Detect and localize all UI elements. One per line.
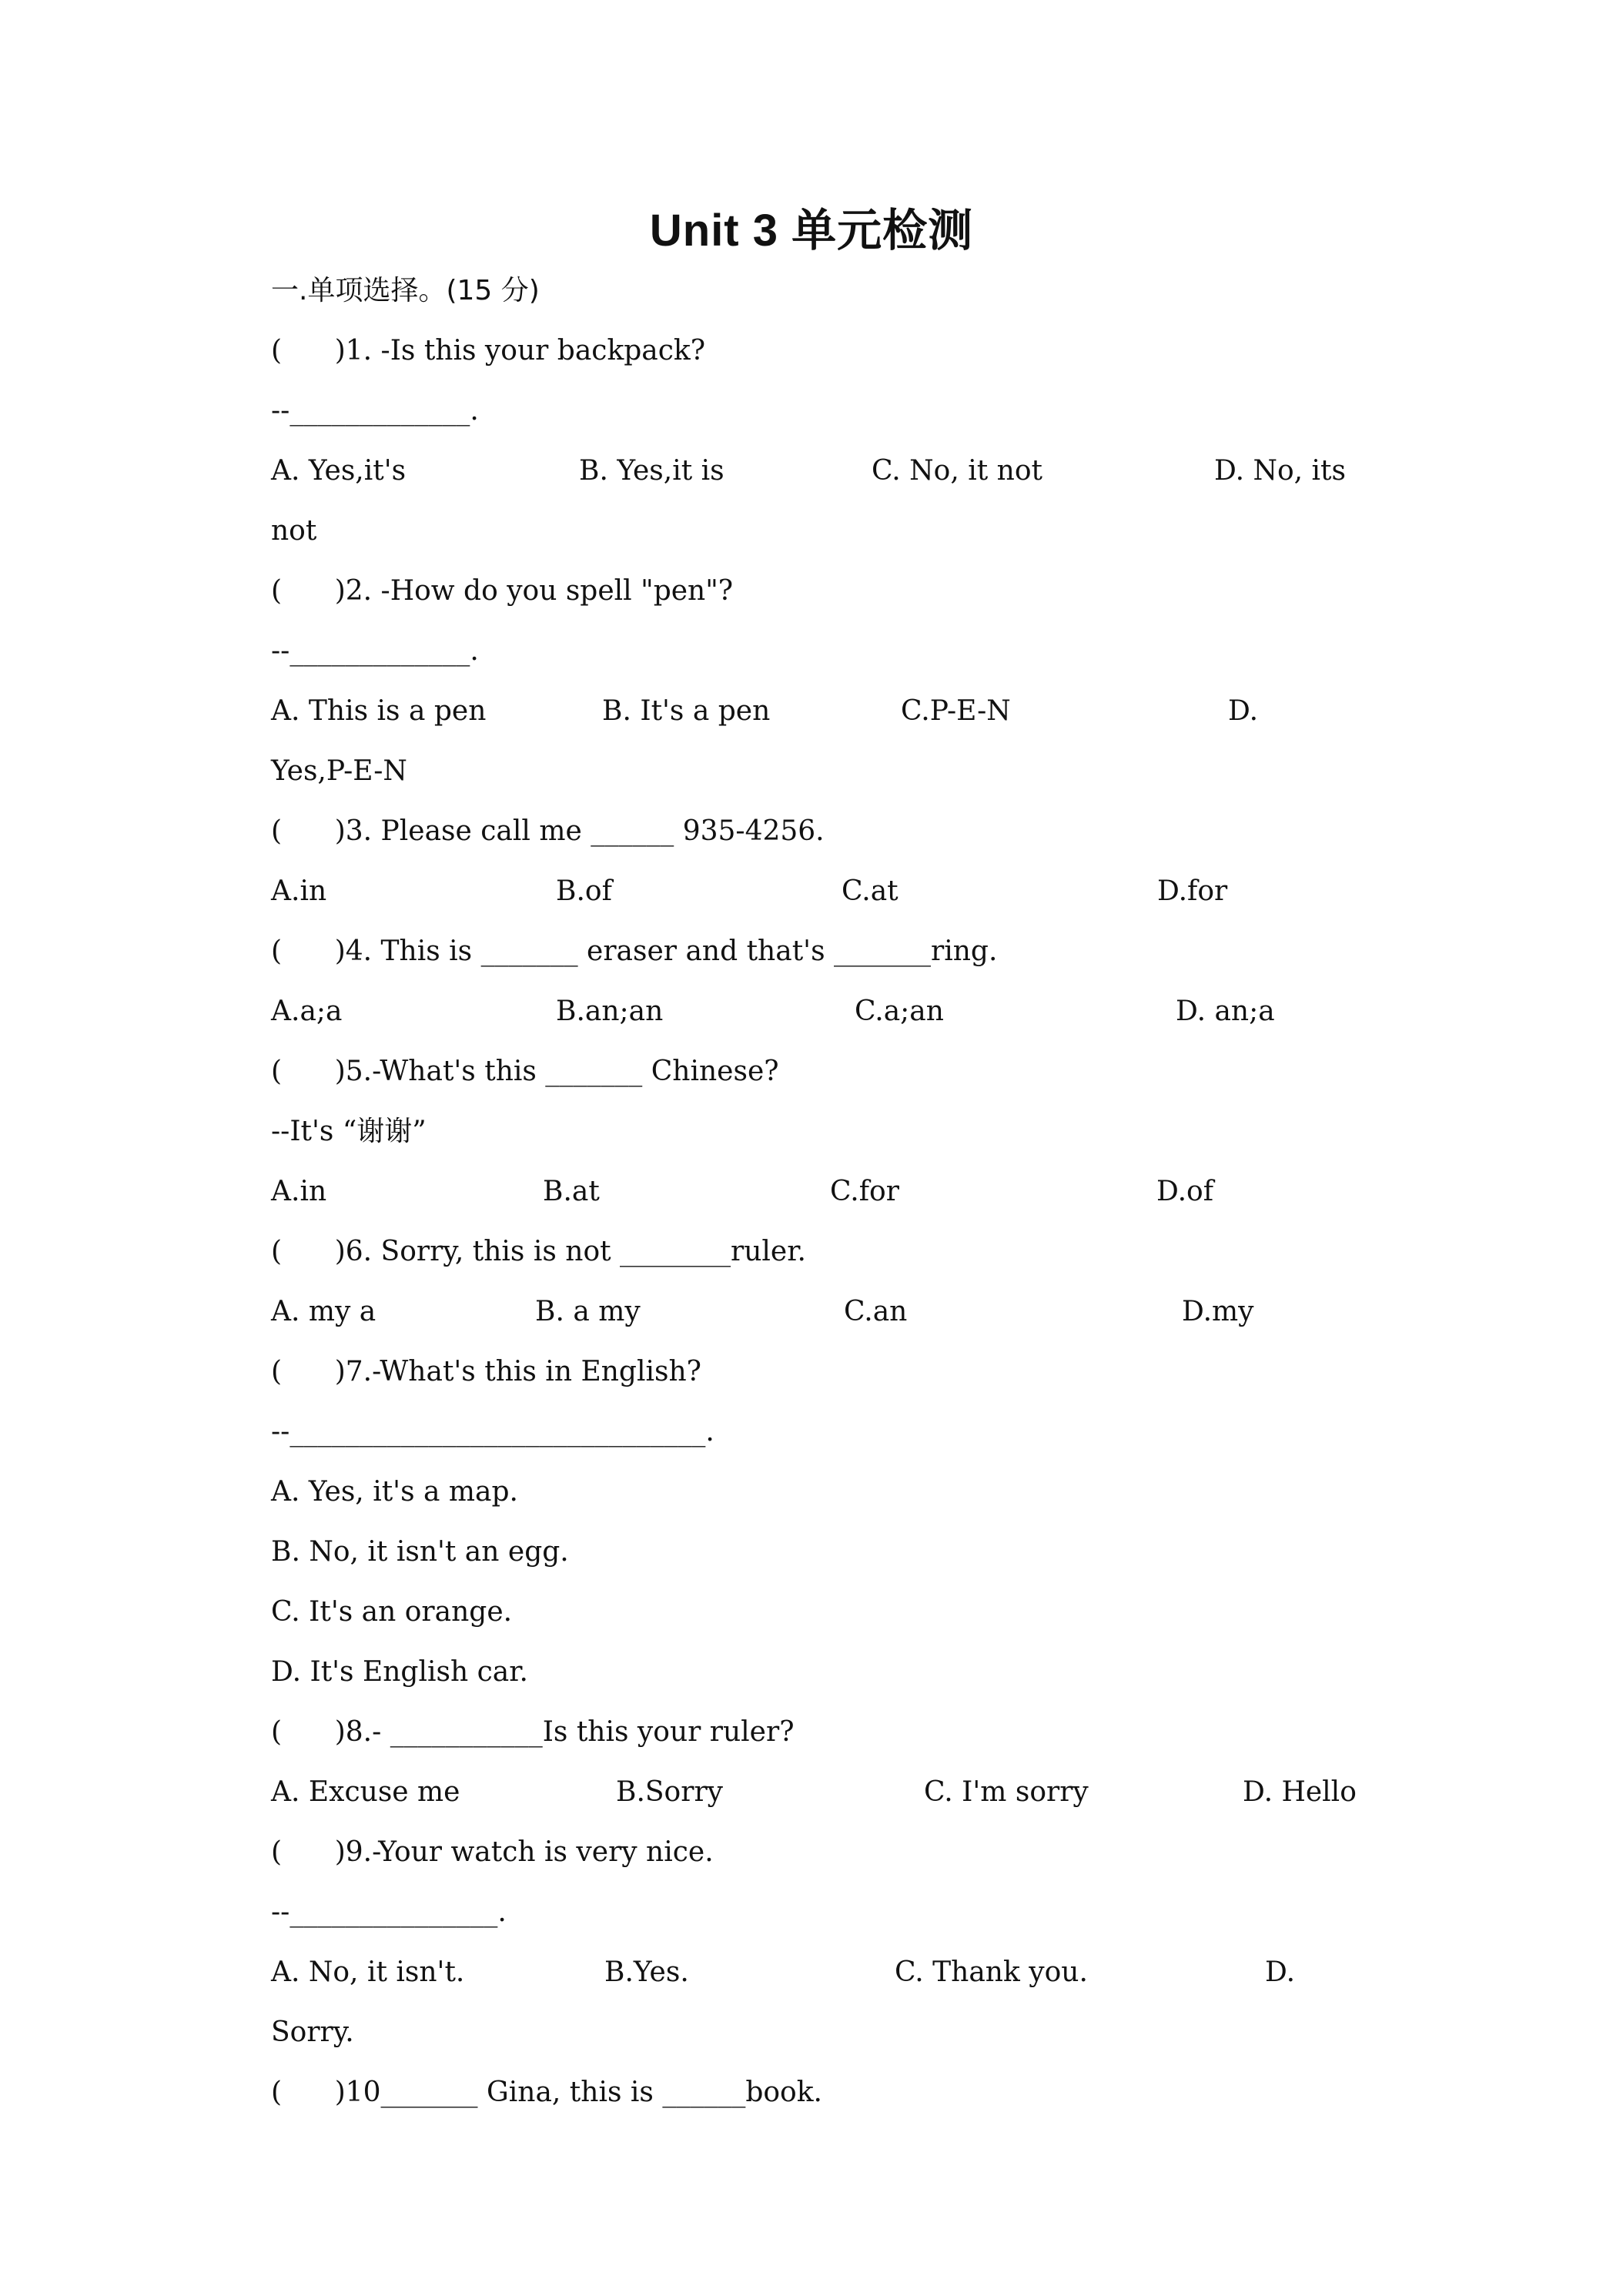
question-5-option-d: D.of [1156,1176,1214,1207]
question-3-option-b: B.of [556,875,612,907]
question-7-option-d: D. It's English car. [271,1656,528,1688]
question-1-option-b: B. Yes,it is [579,455,724,487]
question-9-option-c: C. Thank you. [895,1956,1088,1988]
question-2-stem: ( )2. -How do you spell "pen"? [271,575,734,607]
question-3-stem: ( )3. Please call me ______ 935-4256. [271,815,825,847]
question-7-blank: --______________________________. [271,1416,714,1448]
question-2-option-b: B. It's a pen [602,695,771,727]
question-5-option-c: C.for [830,1176,899,1207]
question-8-stem: ( )8.- ___________Is this your ruler? [271,1716,795,1748]
question-2-blank: --_____________. [271,635,479,667]
question-4-option-c: C.a;an [855,996,944,1027]
question-1-option-c: C. No, it not [872,455,1042,487]
page-title: Unit 3 单元检测 [649,206,974,256]
question-9-option-d-wrap: Sorry. [271,2017,354,2048]
question-8-option-c: C. I'm sorry [924,1776,1089,1808]
question-1-option-a: A. Yes,it's [271,455,407,487]
question-3-option-a: A.in [271,875,327,907]
question-2-option-d-wrap: Yes,P-E-N [271,755,407,787]
question-9-option-b: B.Yes. [604,1956,689,1988]
question-3-option-c: C.at [842,875,899,907]
question-2-option-c: C.P-E-N [901,695,1011,727]
question-5-option-a: A.in [271,1176,327,1207]
question-9-option-a: A. No, it isn't. [271,1956,465,1988]
question-7-option-c: C. It's an orange. [271,1596,513,1628]
question-4-option-b: B.an;an [556,996,664,1027]
question-1-option-d-wrap: not [271,515,317,547]
question-9-option-d: D. [1265,1956,1296,1988]
question-3-option-d: D.for [1157,875,1228,907]
question-9-stem: ( )9.-Your watch is very nice. [271,1836,714,1868]
question-10-stem: ( )10_______ Gina, this is ______book. [271,2077,822,2108]
question-1-option-d: D. No, its [1214,455,1346,487]
question-6-stem: ( )6. Sorry, this is not ________ruler. [271,1236,806,1267]
question-4-stem: ( )4. This is _______ eraser and that's _______ring. [271,935,998,967]
question-6-option-b: B. a my [535,1296,641,1327]
question-7-option-b: B. No, it isn't an egg. [271,1536,569,1568]
question-6-option-d: D.my [1182,1296,1254,1327]
question-6-option-a: A. my a [271,1296,376,1327]
question-7-stem: ( )7.-What's this in English? [271,1356,701,1387]
question-6-option-c: C.an [844,1296,908,1327]
question-1-blank: --_____________. [271,395,479,427]
question-2-option-d: D. [1228,695,1259,727]
question-2-option-a: A. This is a pen [271,695,487,727]
question-4-option-d: D. an;a [1176,996,1275,1027]
question-8-option-a: A. Excuse me [271,1776,460,1808]
question-5-stem: ( )5.-What's this _______ Chinese? [271,1056,779,1087]
question-4-option-a: A.a;a [271,996,343,1027]
question-9-blank: --_______________. [271,1896,507,1928]
question-7-option-a: A. Yes, it's a map. [271,1476,518,1508]
question-1-stem: ( )1. -Is this your backpack? [271,335,706,366]
question-8-option-d: D. Hello [1243,1776,1357,1808]
question-8-option-b: B.Sorry [616,1776,723,1808]
question-5-option-b: B.at [543,1176,600,1207]
section-heading: 一.单项选择。(15 分) [271,275,540,306]
question-5-answer: --It's “谢谢” [271,1116,427,1147]
